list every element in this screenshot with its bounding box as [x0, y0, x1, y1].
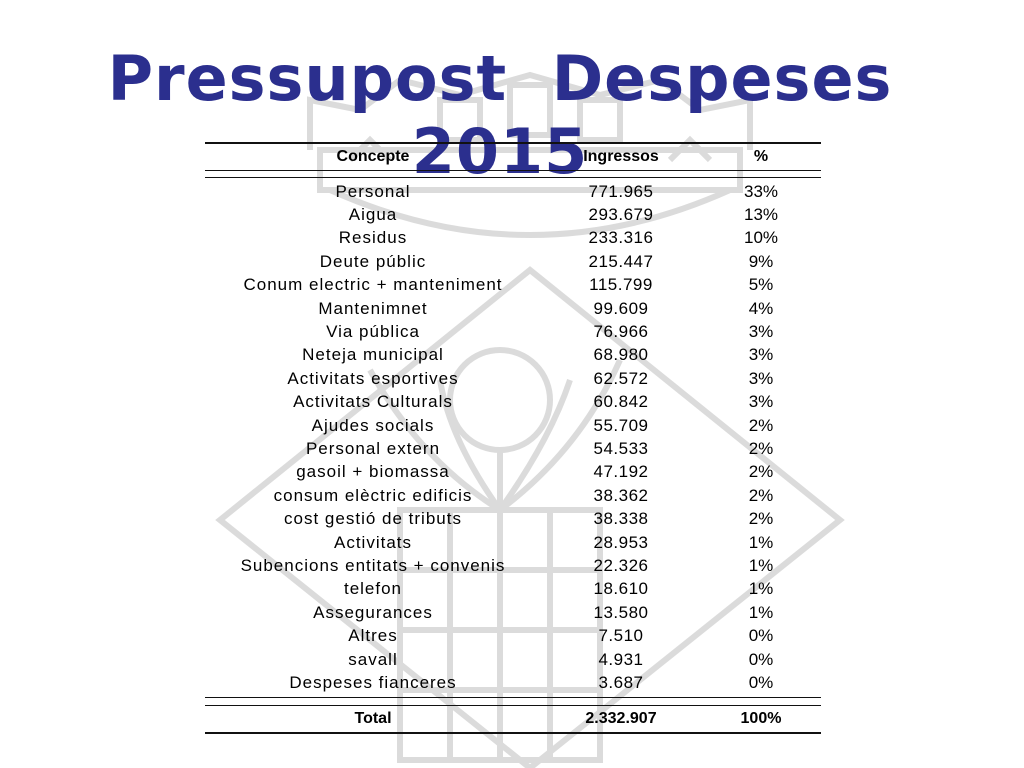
cell-percent: 9% [748, 251, 774, 271]
cell-concept: gasoil + biomassa [296, 462, 450, 482]
cell-percent: 2% [748, 509, 774, 529]
cell-percent: 2% [748, 438, 774, 458]
table-row [205, 484, 821, 507]
total-label: Total [354, 709, 392, 727]
cell-percent: 0% [748, 626, 774, 646]
cell-amount: 115.799 [589, 275, 653, 295]
cell-amount: 99.609 [593, 298, 649, 318]
cell-percent: 1% [748, 602, 774, 622]
table-row [205, 437, 821, 460]
cell-amount: 38.362 [593, 485, 649, 505]
footer-divider [205, 697, 821, 705]
cell-concept: Personal [335, 181, 411, 201]
table-row [205, 624, 821, 647]
cell-amount: 3.687 [598, 672, 644, 692]
cell-percent: 5% [748, 275, 774, 295]
cell-amount: 76.966 [593, 322, 649, 342]
cell-concept: savall [348, 649, 398, 669]
table-row [205, 391, 821, 414]
cell-concept: Ajudes socials [311, 415, 435, 435]
cell-concept: Assegurances [313, 602, 433, 622]
cell-amount: 215.447 [588, 251, 654, 271]
cell-percent: 1% [748, 579, 774, 599]
cell-concept: cost gestió de tributs [284, 509, 462, 529]
cell-concept: Subencions entitats + convenis [240, 555, 506, 575]
cell-percent: 3% [748, 392, 774, 412]
cell-percent: 2% [748, 415, 774, 435]
cell-percent: 3% [748, 322, 774, 342]
cell-percent: 3% [748, 368, 774, 388]
cell-amount: 293.679 [588, 205, 654, 225]
cell-concept: Activitats esportives [287, 368, 459, 388]
header-divider [205, 171, 821, 178]
cell-concept: Personal extern [305, 438, 441, 458]
cell-amount: 54.533 [593, 438, 649, 458]
column-header-percent: % [753, 148, 769, 165]
cell-percent: 13% [743, 205, 779, 225]
table-row [205, 554, 821, 577]
column-header-concept: Concepte [336, 148, 410, 165]
cell-concept: Via pública [326, 322, 420, 342]
cell-amount: 68.980 [593, 345, 649, 365]
table-row [205, 414, 821, 437]
cell-amount: 22.326 [593, 555, 649, 575]
cell-amount: 38.338 [593, 509, 649, 529]
table-row [205, 297, 821, 320]
cell-percent: 3% [748, 345, 774, 365]
table-row [205, 274, 821, 297]
cell-amount: 62.572 [593, 368, 649, 388]
cell-amount: 233.316 [588, 228, 654, 248]
cell-amount: 18.610 [593, 579, 649, 599]
cell-concept: telefon [343, 579, 403, 599]
cell-concept: Mantenimnet [318, 298, 428, 318]
cell-concept: Activitats [333, 532, 413, 552]
table-row [205, 180, 821, 203]
total-amount: 2.332.907 [585, 709, 657, 727]
table-row [205, 227, 821, 250]
cell-percent: 1% [748, 532, 774, 552]
cell-amount: 55.709 [593, 415, 649, 435]
cell-concept: Aigua [348, 205, 398, 225]
total-row [205, 705, 821, 734]
page-title: Pressupost Despeses 2015 [107, 42, 893, 188]
table-header-row [205, 142, 821, 171]
cell-amount: 28.953 [593, 532, 649, 552]
budget-table [205, 142, 821, 734]
table-row [205, 578, 821, 601]
cell-concept: Altres [348, 626, 398, 646]
cell-percent: 33% [743, 181, 779, 201]
table-row [205, 531, 821, 554]
cell-percent: 0% [748, 672, 774, 692]
cell-concept: consum elèctric edificis [273, 485, 473, 505]
table-row [205, 601, 821, 624]
cell-amount: 7.510 [598, 626, 644, 646]
cell-percent: 2% [748, 462, 774, 482]
cell-concept: Conum electric + manteniment [243, 275, 503, 295]
cell-percent: 4% [748, 298, 774, 318]
total-percent: 100% [740, 709, 782, 727]
cell-percent: 0% [748, 649, 774, 669]
cell-percent: 10% [743, 228, 779, 248]
cell-amount: 13.580 [593, 602, 649, 622]
table-row [205, 461, 821, 484]
cell-amount: 4.931 [598, 649, 644, 669]
cell-concept: Neteja municipal [302, 345, 444, 365]
cell-concept: Deute públic [319, 251, 427, 271]
table-row [205, 344, 821, 367]
cell-amount: 60.842 [593, 392, 649, 412]
table-row [205, 367, 821, 390]
table-row [205, 250, 821, 273]
table-row [205, 320, 821, 343]
cell-concept: Despeses fianceres [289, 672, 457, 692]
cell-percent: 1% [748, 555, 774, 575]
table-body [205, 178, 821, 695]
cell-amount: 771.965 [588, 181, 654, 201]
cell-concept: Residus [338, 228, 408, 248]
table-row [205, 671, 821, 694]
column-header-amount: Ingressos [583, 148, 659, 165]
cell-amount: 47.192 [593, 462, 649, 482]
table-row [205, 648, 821, 671]
cell-concept: Activitats Culturals [293, 392, 453, 412]
table-row [205, 507, 821, 530]
cell-percent: 2% [748, 485, 774, 505]
table-row [205, 203, 821, 226]
